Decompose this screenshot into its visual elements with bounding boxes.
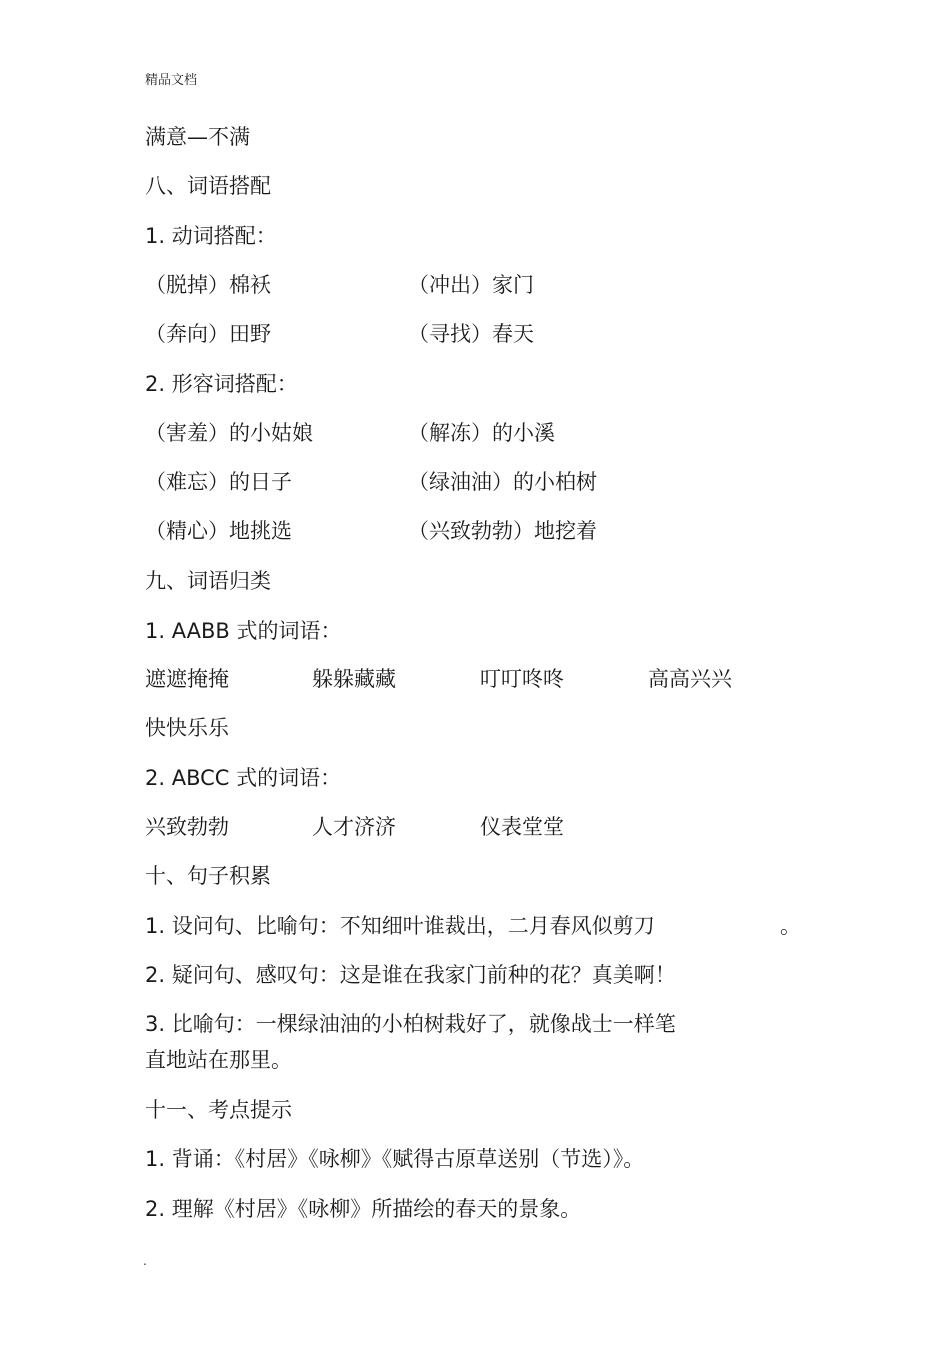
- section-10-title: 十、句子积累: [145, 864, 271, 888]
- aabb-word: 高高兴兴: [648, 667, 732, 691]
- verb-pair-1b: （冲出）家门: [408, 273, 534, 297]
- adj-pairs-heading: 2. 形容词搭配：: [145, 372, 298, 396]
- sentence-3-line-1: 3. 比喻句：一棵绿油油的小柏树栽好了，就像战士一样笔: [145, 1012, 676, 1036]
- adj-pair-1a: （害羞）的小姑娘: [145, 421, 313, 445]
- verb-pair-1a: （脱掉）棉袄: [145, 273, 271, 297]
- verb-pairs-heading: 1. 动词搭配：: [145, 224, 277, 248]
- section-8-title: 八、词语搭配: [145, 174, 271, 198]
- abcc-heading: 2. ABCC 式的词语：: [145, 766, 342, 790]
- footer-dot: .: [143, 1254, 147, 1268]
- aabb-word: 遮遮掩掩: [145, 667, 229, 691]
- exam-point-2: 2. 理解《村居》《咏柳》所描绘的春天的景象。: [145, 1197, 582, 1221]
- abcc-word: 兴致勃勃: [145, 815, 229, 839]
- exam-point-1: 1. 背诵：《村居》《咏柳》《赋得古原草送别（节选）》。: [145, 1147, 645, 1171]
- antonym-line: 满意—不满: [145, 125, 250, 149]
- abcc-word: 仪表堂堂: [480, 815, 564, 839]
- sentence-2: 2. 疑问句、感叹句：这是谁在我家门前种的花？真美啊！: [145, 963, 676, 987]
- aabb-word: 叮叮咚咚: [480, 667, 564, 691]
- sentence-1-end: 。: [780, 914, 801, 938]
- sentence-3-line-2: 直地站在那里。: [145, 1048, 292, 1072]
- section-11-title: 十一、考点提示: [145, 1098, 292, 1122]
- aabb-word: 快快乐乐: [145, 716, 229, 740]
- section-9-title: 九、词语归类: [145, 569, 271, 593]
- adj-pair-2b: （绿油油）的小柏树: [408, 470, 597, 494]
- adj-pair-3b: （兴致勃勃）地挖着: [408, 519, 597, 543]
- aabb-heading: 1. AABB 式的词语：: [145, 619, 342, 643]
- adj-pair-3a: （精心）地挑选: [145, 519, 292, 543]
- page-header: 精品文档: [145, 73, 198, 88]
- abcc-word: 人才济济: [312, 815, 396, 839]
- adj-pair-2a: （难忘）的日子: [145, 470, 292, 494]
- verb-pair-2b: （寻找）春天: [408, 322, 534, 346]
- verb-pair-2a: （奔向）田野: [145, 322, 271, 346]
- sentence-1: 1. 设问句、比喻句：不知细叶谁裁出，二月春风似剪刀: [145, 914, 655, 938]
- adj-pair-1b: （解冻）的小溪: [408, 421, 555, 445]
- aabb-word: 躲躲藏藏: [312, 667, 396, 691]
